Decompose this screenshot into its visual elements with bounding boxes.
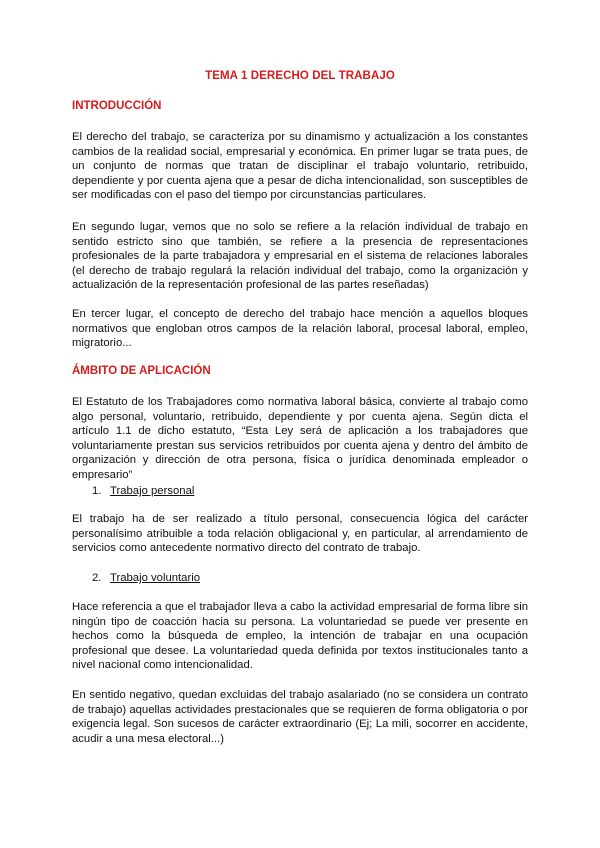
- list-item-trabajo-voluntario: [92, 571, 200, 586]
- paragraph: El trabajo ha de ser realizado a título personal, consecuencia lógica del carácter personalísimo atribuible a toda relación obligacional y, en particular, al arrendamiento de servicios como antecedente normativo directo del contrato de trabajo.: [72, 513, 528, 555]
- paragraph: El derecho del trabajo, se caracteriza por su dinamismo y actualización a los constantes cambios de la realidad social, empresarial y económica. En primer lugar se trata pues, de un conjunto de normas que tratan de disciplinar el trabajo voluntario, retribuido, dependiente y por cuenta ajena que a pesar de dicha intencionalidad, son susceptibles de ser modificadas con el paso del tiempo por circunstancias particulares.: [72, 131, 528, 202]
- list-label: Trabajo personal: [110, 485, 195, 497]
- document-title: TEMA 1 DERECHO DEL TRABAJO: [205, 70, 395, 82]
- section-heading-ambito: ÁMBITO DE APLICACIÓN: [72, 365, 211, 377]
- list-label: Trabajo voluntario: [110, 572, 201, 584]
- paragraph: En segundo lugar, vemos que no solo se refiere a la relación individual de trabajo en sentido estricto sino que también, se refiere a la presencia de representaciones profesionales de la parte trabajadora y empresarial en el sistema de relaciones laborales (el derecho de trabajo regulará la relación individual del trabajo, como la organización y actualización de la representación profesional de las partes reseñadas): [72, 221, 528, 292]
- paragraph: En tercer lugar, el concepto de derecho del trabajo hace mención a aquellos bloques normativos que engloban otros campos de la relación laboral, procesal laboral, empleo, migratorio...: [72, 308, 528, 350]
- list-number: 2.: [92, 572, 102, 584]
- section-heading-introduccion: INTRODUCCIÓN: [72, 100, 162, 112]
- list-item-trabajo-personal: [92, 484, 194, 499]
- list-number: 1.: [92, 485, 102, 497]
- paragraph: El Estatuto de los Trabajadores como normativa laboral básica, convierte al trabajo como algo personal, voluntario, retribuido, dependiente y por cuenta ajena. Según dicta el artículo 1.1 de dicho estatuto, “Esta Ley será de aplicación a los trabajadores que voluntariamente prestan sus servicios retribuidos por cuenta ajena y dentro del ámbito de organización y dirección de otra persona, física o jurídica denominada empleador o empresario”: [72, 396, 528, 481]
- paragraph: En sentido negativo, quedan excluidas del trabajo asalariado (no se considera un contrato de trabajo) aquellas actividades prestacionales que se requieren de forma obligatoria o por exigencia legal. Son sucesos de carácter extraordinario (Ej; La mili, socorrer en accidente, acudir a una mesa electoral...): [72, 689, 528, 745]
- paragraph: Hace referencia a que el trabajador lleva a cabo la actividad empresarial de forma libre sin ningún tipo de coacción hacia su persona. La voluntariedad se puede ver presente en hechos como la búsqueda de empleo, la intención de trabajar en una ocupación profesional que desee. La voluntariedad queda definida por textos institucionales tanto a nivel nacional como intencionalidad.: [72, 601, 528, 672]
